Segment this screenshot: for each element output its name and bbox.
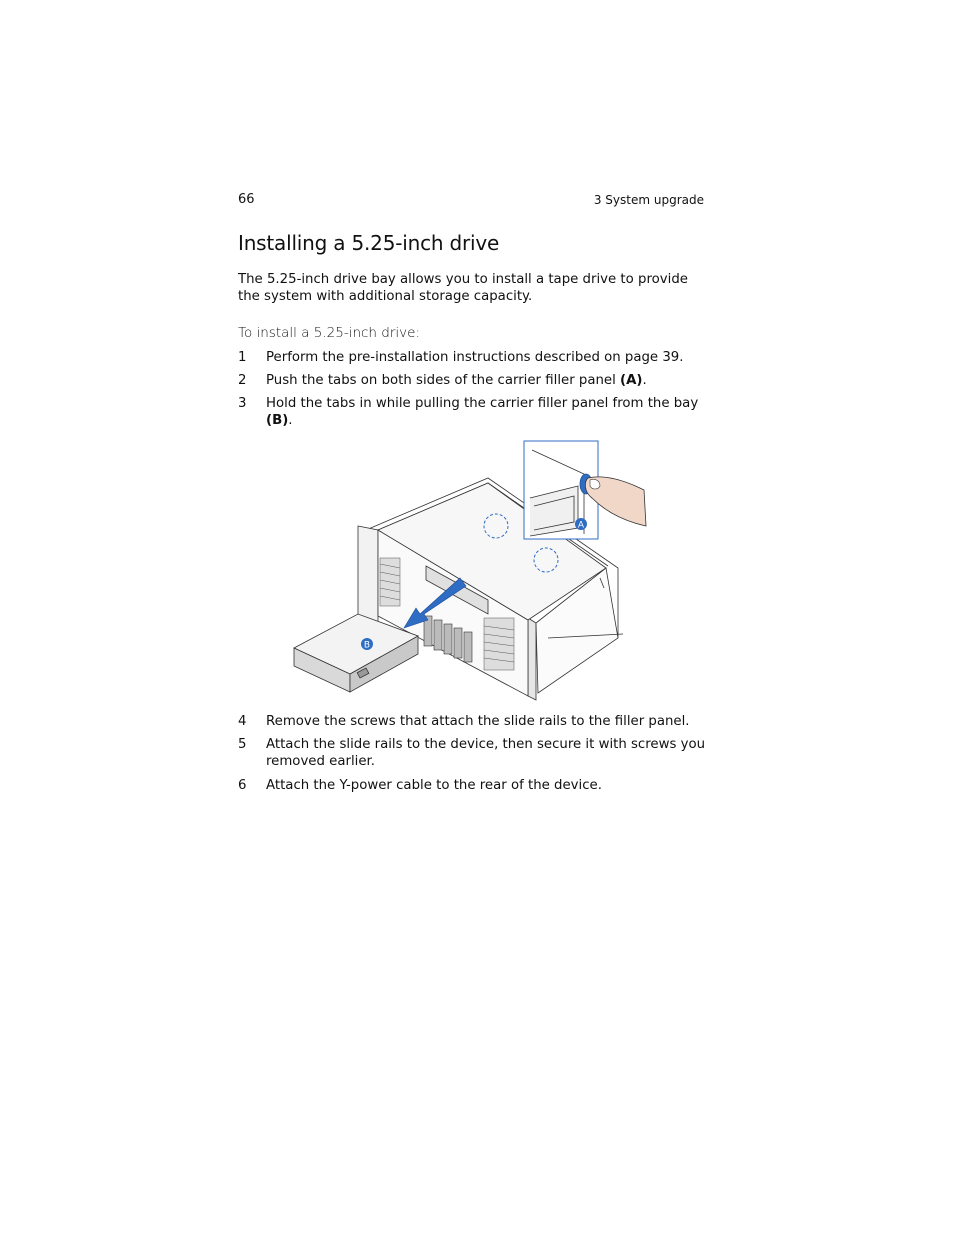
step-punct: .	[288, 413, 293, 428]
drive-removal-illustration	[288, 438, 648, 702]
section-title: Installing a 5.25-inch drive	[238, 231, 500, 255]
intro-paragraph: The 5.25-inch drive bay allows you to install a tape drive to provide the system with additional storage capacity.	[238, 272, 688, 304]
step-number: 3	[238, 396, 247, 411]
step-punct: .	[642, 373, 647, 388]
callout-ref-a: (A)	[620, 373, 643, 388]
step-text: Perform the pre-installation instructions described on page 39.	[266, 350, 684, 365]
step-number: 2	[238, 373, 247, 388]
step-text: Push the tabs on both sides of the carrier filler panel	[266, 373, 621, 388]
chapter-header: 3 System upgrade	[593, 193, 704, 207]
step-text: Attach the Y-power cable to the rear of the device.	[266, 778, 602, 793]
step-number: 6	[238, 778, 247, 793]
callout-label-b: B	[363, 640, 371, 651]
page-number: 66	[238, 192, 255, 207]
step-text: Attach the slide rails to the device, then secure it with screws you removed earlier.	[266, 737, 706, 769]
procedure-subhead: To install a 5.25-inch drive:	[238, 325, 420, 341]
step-number: 5	[238, 737, 247, 752]
callout-label-a: A	[577, 520, 585, 531]
callout-ref-b: (B)	[266, 413, 289, 428]
step-text: Remove the screws that attach the slide rails to the filler panel.	[266, 714, 690, 729]
step-text: Hold the tabs in while pulling the carrier filler panel from the bay	[266, 396, 699, 411]
step-number: 4	[238, 714, 247, 729]
step-number: 1	[238, 350, 247, 365]
